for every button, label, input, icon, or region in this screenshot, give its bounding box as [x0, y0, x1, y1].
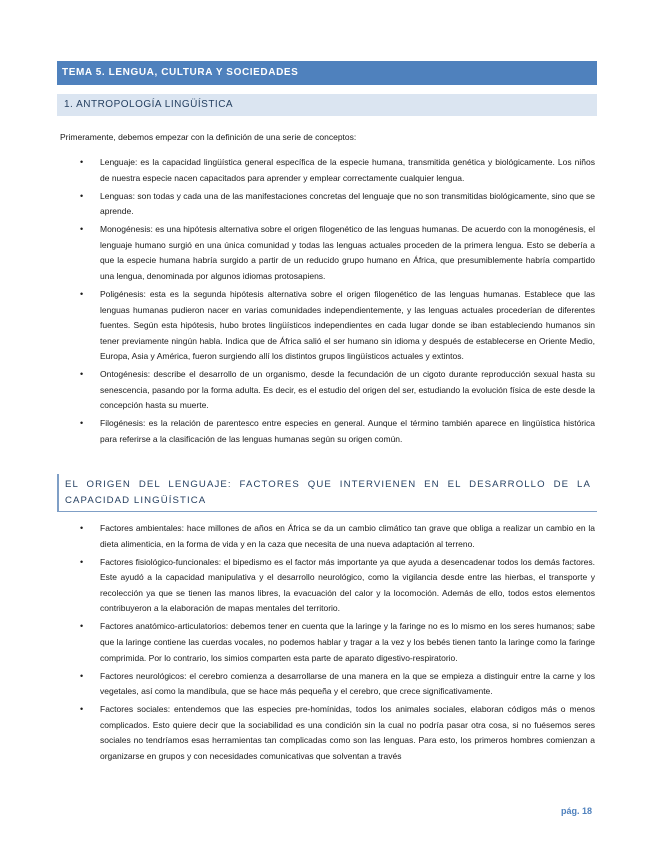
list-item: [80, 521, 595, 552]
section-2-title: EL ORIGEN DEL LENGUAJE: FACTORES QUE INTERVIENEN EN EL DESARROLLO DE LA CAPACIDAD LINGÜÍSTICA: [57, 474, 597, 512]
bullet-icon: •: [80, 556, 84, 567]
list-item: [80, 155, 595, 186]
list-item: [80, 189, 595, 220]
list-item: [80, 287, 595, 365]
list-item-text: Factores neurológicos: el cerebro comienza a desarrollarse de una manera en la que se empieza a distinguir entre la carne y los vegetales, así como la mandíbula, que se hace más pequeña y el cerebro, que crece significativamente.: [100, 670, 595, 697]
section-1-title: 1. ANTROPOLOGÍA LINGÜÍSTICA: [57, 94, 597, 116]
page-number: pág. 18: [561, 806, 593, 816]
section-1-intro: Primeramente, debemos empezar con la definición de una serie de conceptos:: [60, 132, 357, 142]
list-item-text: Factores anatómico-articulatorios: debemos tener en cuenta que la laringe y la faringe no es lo mismo en los seres humanos; sabe que la laringe contiene las cuerdas vocales, no podemos hablar y tragar a la vez y los bebés tienen tanto la laringe como la faringe comprimida. Por lo contrario, los simios comparten esta parte de aparato digestivo-respiratorio.: [100, 621, 595, 663]
list-item-text: Filogénesis: es la relación de parentesco entre especies en general. Aunque el término también aparece en lingüística histórica para referirse a la clasificación de las lenguas humanas según su origen común.: [100, 418, 595, 445]
list-item-text: Lenguaje: es la capacidad lingüística general específica de la especie humana, transmitida genética y biológicamente. Los niños de nuestra especie nacen capacitados para aprender y emplear correctamente cualquier lengua.: [100, 157, 595, 183]
bullet-icon: •: [80, 621, 84, 632]
chapter-title: TEMA 5. LENGUA, CULTURA Y SOCIEDADES: [57, 61, 597, 85]
bullet-icon: •: [80, 523, 84, 533]
list-item: [80, 702, 595, 764]
list-item: [80, 555, 595, 617]
list-item: [80, 669, 595, 700]
factors-list: [80, 521, 595, 767]
list-item: [80, 367, 595, 414]
list-item: [80, 222, 595, 284]
bullet-icon: •: [80, 369, 84, 380]
bullet-icon: •: [80, 670, 84, 681]
list-item: [80, 619, 595, 666]
bullet-icon: •: [80, 190, 84, 201]
bullet-icon: •: [80, 418, 84, 429]
list-item: [80, 416, 595, 447]
bullet-icon: •: [80, 288, 84, 299]
list-item-text: Lenguas: son todas y cada una de las manifestaciones concretas del lenguaje que no son transmitidas biológicamente, sino que se aprende.: [100, 190, 595, 217]
bullet-icon: •: [80, 157, 84, 167]
list-item-text: Factores ambientales: hace millones de años en África se da un cambio climático tan grave que obliga a realizar un cambio en la dieta alimenticia, en la forma de vida y en la caza que necesita de una nueva adaptación al terreno.: [100, 523, 595, 549]
list-item-text: Ontogénesis: describe el desarrollo de un organismo, desde la fecundación de un cigoto durante reproducción sexual hasta su senescencia, pasando por la forma adulta. Es decir, es el estudio del origen del ser, estudiando la evolución física de este desde la concepción hasta su muerte.: [100, 369, 595, 411]
bullet-icon: •: [80, 704, 84, 715]
concepts-list: [80, 155, 595, 450]
list-item-text: Poligénesis: esta es la segunda hipótesis alternativa sobre el origen filogenético de las lenguas humanas. Establece que las lenguas humanas pudieron nacer en varias comunidades independientemente, y las lenguas actuales procederían de diferentes fuentes. Según esta hipótesis, hubo brotes lingüísticos independientes en cada lugar donde se iban estableciendo humanos sin tener previamente ningún habla. Indica que de África salió el ser humano sin idioma y después de establecerse en Oriente Medio, Europa, Asia y América, fueron surgiendo allí los distintos grupos lingüísticos actuales y extintos.: [100, 288, 595, 362]
list-item-text: Factores fisiológico-funcionales: el bipedismo es el factor más importante ya que ayuda a desencadenar todos los demás factores. Este ayudó a la capacidad manipulativa y el desarrollo neurológico, como la vigilancia desde entre las hierbas, el transporte y recolección ya que se tienen las manos libres, la evacuación del calor y la locomoción. Además de ello, todos estos elementos contribuyeron a la elaboración de mapas mentales del territorio.: [100, 556, 595, 614]
list-item-text: Factores sociales: entendemos que las especies pre-homínidas, todos los animales sociales, elaboran códigos más o menos complicados. Esto quiere decir que la sociabilidad es una condición sin la cual no podría pasar otra cosa, si no fuésemos seres sociales no tendríamos esas herramientas tan complicadas como son las lenguas. Para esto, los primeros hombres comienzan a organizarse en grupos y con necesidades comunicativas que solventan a través: [100, 704, 595, 761]
bullet-icon: •: [80, 224, 84, 235]
list-item-text: Monogénesis: es una hipótesis alternativa sobre el origen filogenético de las lenguas humanas. De acuerdo con la monogénesis, el lenguaje humano surgió en una única comunidad y todas las lenguas actuales proceden de la primera lengua. Esto se debería a que la especie humana habría surgido a partir de un reducido grupo humano en África, que presumiblemente habría compartido una lengua, denominada por algunos idiomas protosapiens.: [100, 224, 595, 281]
